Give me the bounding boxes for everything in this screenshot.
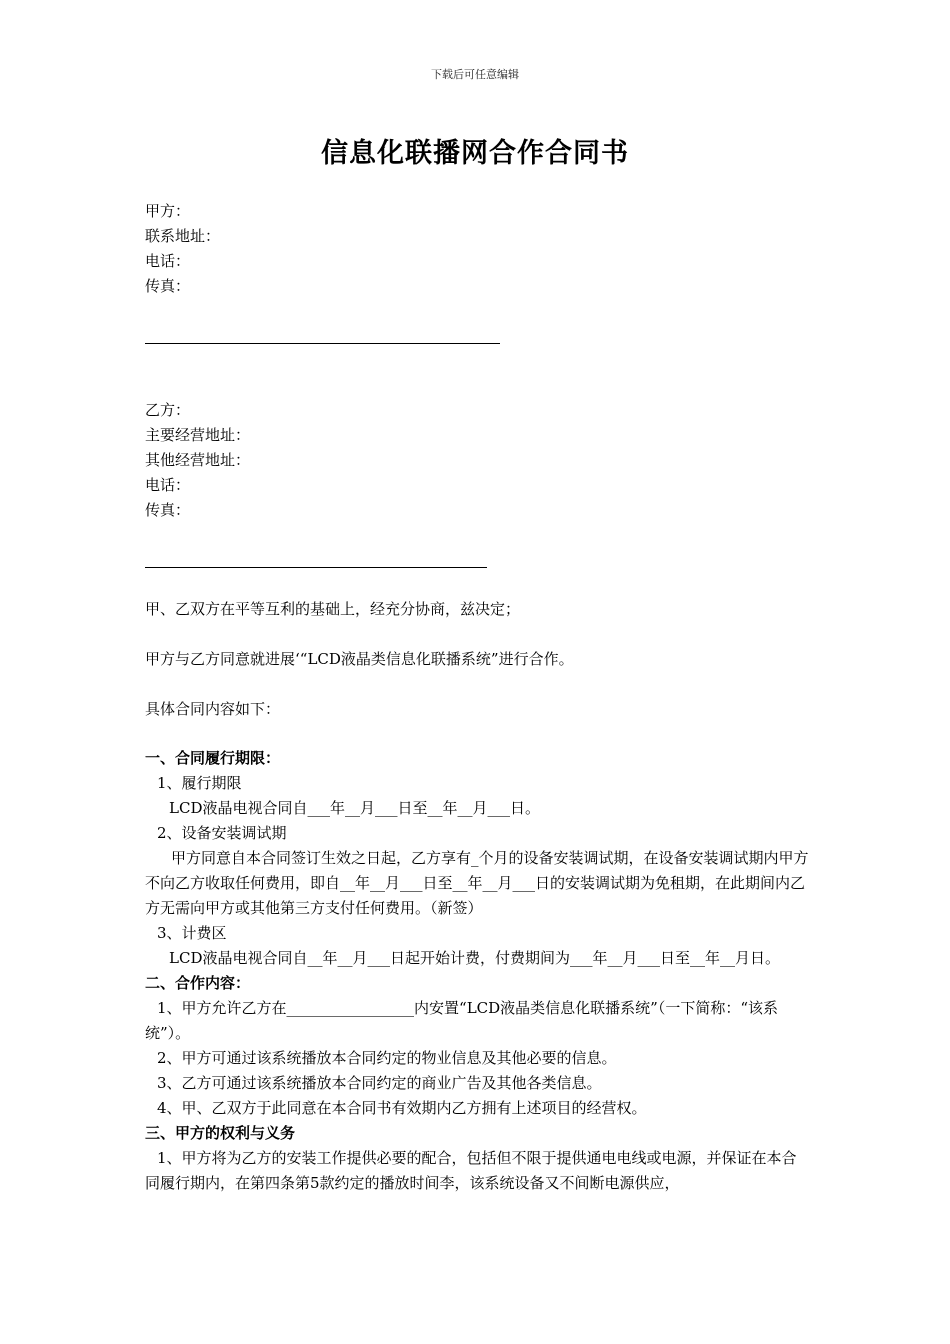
header-note: 下载后可任意编辑 <box>431 68 519 81</box>
section-3-title: 三、甲方的权利与义务 <box>145 1124 296 1142</box>
party-a-label: 甲方： <box>145 202 191 220</box>
clause-1-2-text: 甲方同意自本合同签订生效之日起，乙方享有_个月的设备安装调试期，在设备安装调试期内甲方不向乙方收取任何费用，即自__年__月___日至__年__月___日的安装调试期为免租期，在此期间内乙方无需向甲方或其他第三方支付任何费用。（新签） <box>145 849 809 917</box>
party-b-phone: 电话： <box>145 476 191 494</box>
clause-2-2: 2、甲方可通过该系统播放本合同约定的物业信息及其他必要的信息。 <box>157 1049 617 1067</box>
party-b-main-address: 主要经营地址： <box>145 426 251 444</box>
clause-1-3-text: LCD液晶电视合同自__年__月___日起开始计费，付费期间为___年__月___日至__年__月日。 <box>169 949 780 967</box>
party-b-label: 乙方： <box>145 401 191 419</box>
clause-1-1-text: LCD液晶电视合同自___年__月___日至__年__月___日。 <box>169 799 540 817</box>
clause-1-1-heading: 1、履行期限 <box>157 774 242 792</box>
clause-1-3-heading: 3、计费区 <box>157 924 227 942</box>
clause-2-1: 1、甲方允许乙方在_________________内安置“LCD液晶类信息化联播系统”（一下简称：“该系统”）。 <box>145 999 779 1042</box>
party-b-other-address: 其他经营地址： <box>145 451 251 469</box>
party-a-fax: 传真： <box>145 277 191 295</box>
intro-paragraph-2: 甲方与乙方同意就进展‘“LCD液晶类信息化联播系统”进行合作。 <box>145 650 574 668</box>
document-title: 信息化联播网合作合同书 <box>321 138 629 169</box>
party-b-fax: 传真： <box>145 501 191 519</box>
party-a-divider <box>145 343 500 344</box>
clause-2-3: 3、乙方可通过该系统播放本合同约定的商业广告及其他各类信息。 <box>157 1074 602 1092</box>
intro-paragraph-3: 具体合同内容如下： <box>145 700 281 718</box>
party-b-divider <box>145 567 487 568</box>
clause-1-2-heading: 2、设备安装调试期 <box>157 824 287 842</box>
party-a-phone: 电话： <box>145 252 191 270</box>
section-1-title: 一、合同履行期限： <box>145 749 281 767</box>
intro-paragraph-1: 甲、乙双方在平等互利的基础上，经充分协商，兹决定； <box>145 600 521 618</box>
clause-3-1: 1、甲方将为乙方的安装工作提供必要的配合，包括但不限于提供通电电线或电源，并保证在本合同履行期内，在第四条第5款约定的播放时间李，该系统设备又不间断电源供应， <box>145 1149 797 1192</box>
clause-2-4: 4、甲、乙双方于此同意在本合同书有效期内乙方拥有上述项目的经营权。 <box>157 1099 647 1117</box>
contract-body <box>145 746 810 1196</box>
section-2-title: 二、合作内容： <box>145 974 251 992</box>
party-a-address: 联系地址： <box>145 227 221 245</box>
